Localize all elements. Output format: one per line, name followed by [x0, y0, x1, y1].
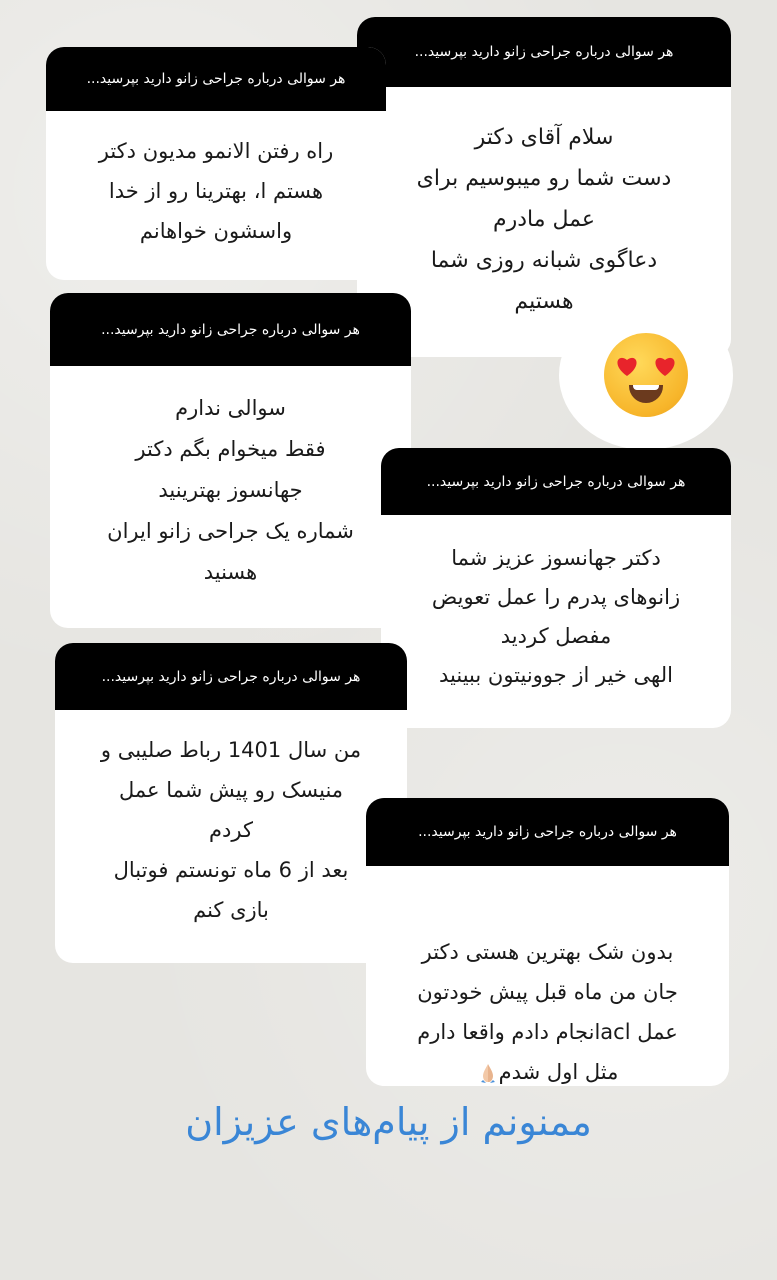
mouth: [629, 385, 663, 403]
heart-eyes-emoji-icon: [604, 333, 688, 417]
card-answer: سلام آقای دکتر دست شما رو میبوسیم برای عمل مادرم دعاگوی شبانه روزی شما هستیم: [416, 125, 672, 314]
card-answer: راه رفتن الانمو مدیون دکتر هستم ا، بهترینا رو از خدا واسشون خواهانم: [98, 139, 334, 243]
question-card-4: [381, 448, 731, 728]
card-answer: سوالی ندارم فقط میخوام بگم دکتر جهانسوز بهترینید شماره یک جراحی زانو ایران هسنید: [107, 396, 354, 584]
heart-icon: [615, 355, 639, 377]
card-header: هر سوالی درباره جراحی زانو دارید بپرسید...: [46, 47, 386, 111]
question-card-2: [46, 47, 386, 280]
card-header: هر سوالی درباره جراحی زانو دارید بپرسید...: [357, 17, 731, 87]
heart-icon: [653, 355, 677, 377]
card-answer: من سال 1401 رباط صلیبی و منیسک رو پیش شما عمل کردم بعد از 6 ماه تونستم فوتبال بازی کنم: [100, 738, 362, 922]
card-answer: بدون شک بهترین هستی دکتر جان من ماه قبل پیش خودتون عمل aclانجام دادم واقعا دارم مثل اول شدم: [417, 940, 678, 1084]
card-header: هر سوالی درباره جراحی زانو دارید بپرسید...: [55, 643, 407, 710]
question-card-6: [366, 798, 729, 1086]
praying-hands-icon: [477, 1062, 499, 1084]
card-header: هر سوالی درباره جراحی زانو دارید بپرسید...: [50, 293, 411, 366]
card-header: هر سوالی درباره جراحی زانو دارید بپرسید...: [366, 798, 729, 866]
question-card-5: [55, 643, 407, 963]
card-answer: دکتر جهانسوز عزیز شما زانوهای پدرم را عمل تعویض مفصل کردید الهی خیر از جوونیتون ببینید: [431, 546, 681, 687]
card-answer-wrap: [366, 866, 729, 1086]
card-header: هر سوالی درباره جراحی زانو دارید بپرسید...: [381, 448, 731, 515]
question-card-3: [50, 293, 411, 628]
emoji-sticker: [559, 300, 733, 450]
thank-you-caption: ممنونم از پیام‌های عزیزان: [185, 1100, 592, 1144]
